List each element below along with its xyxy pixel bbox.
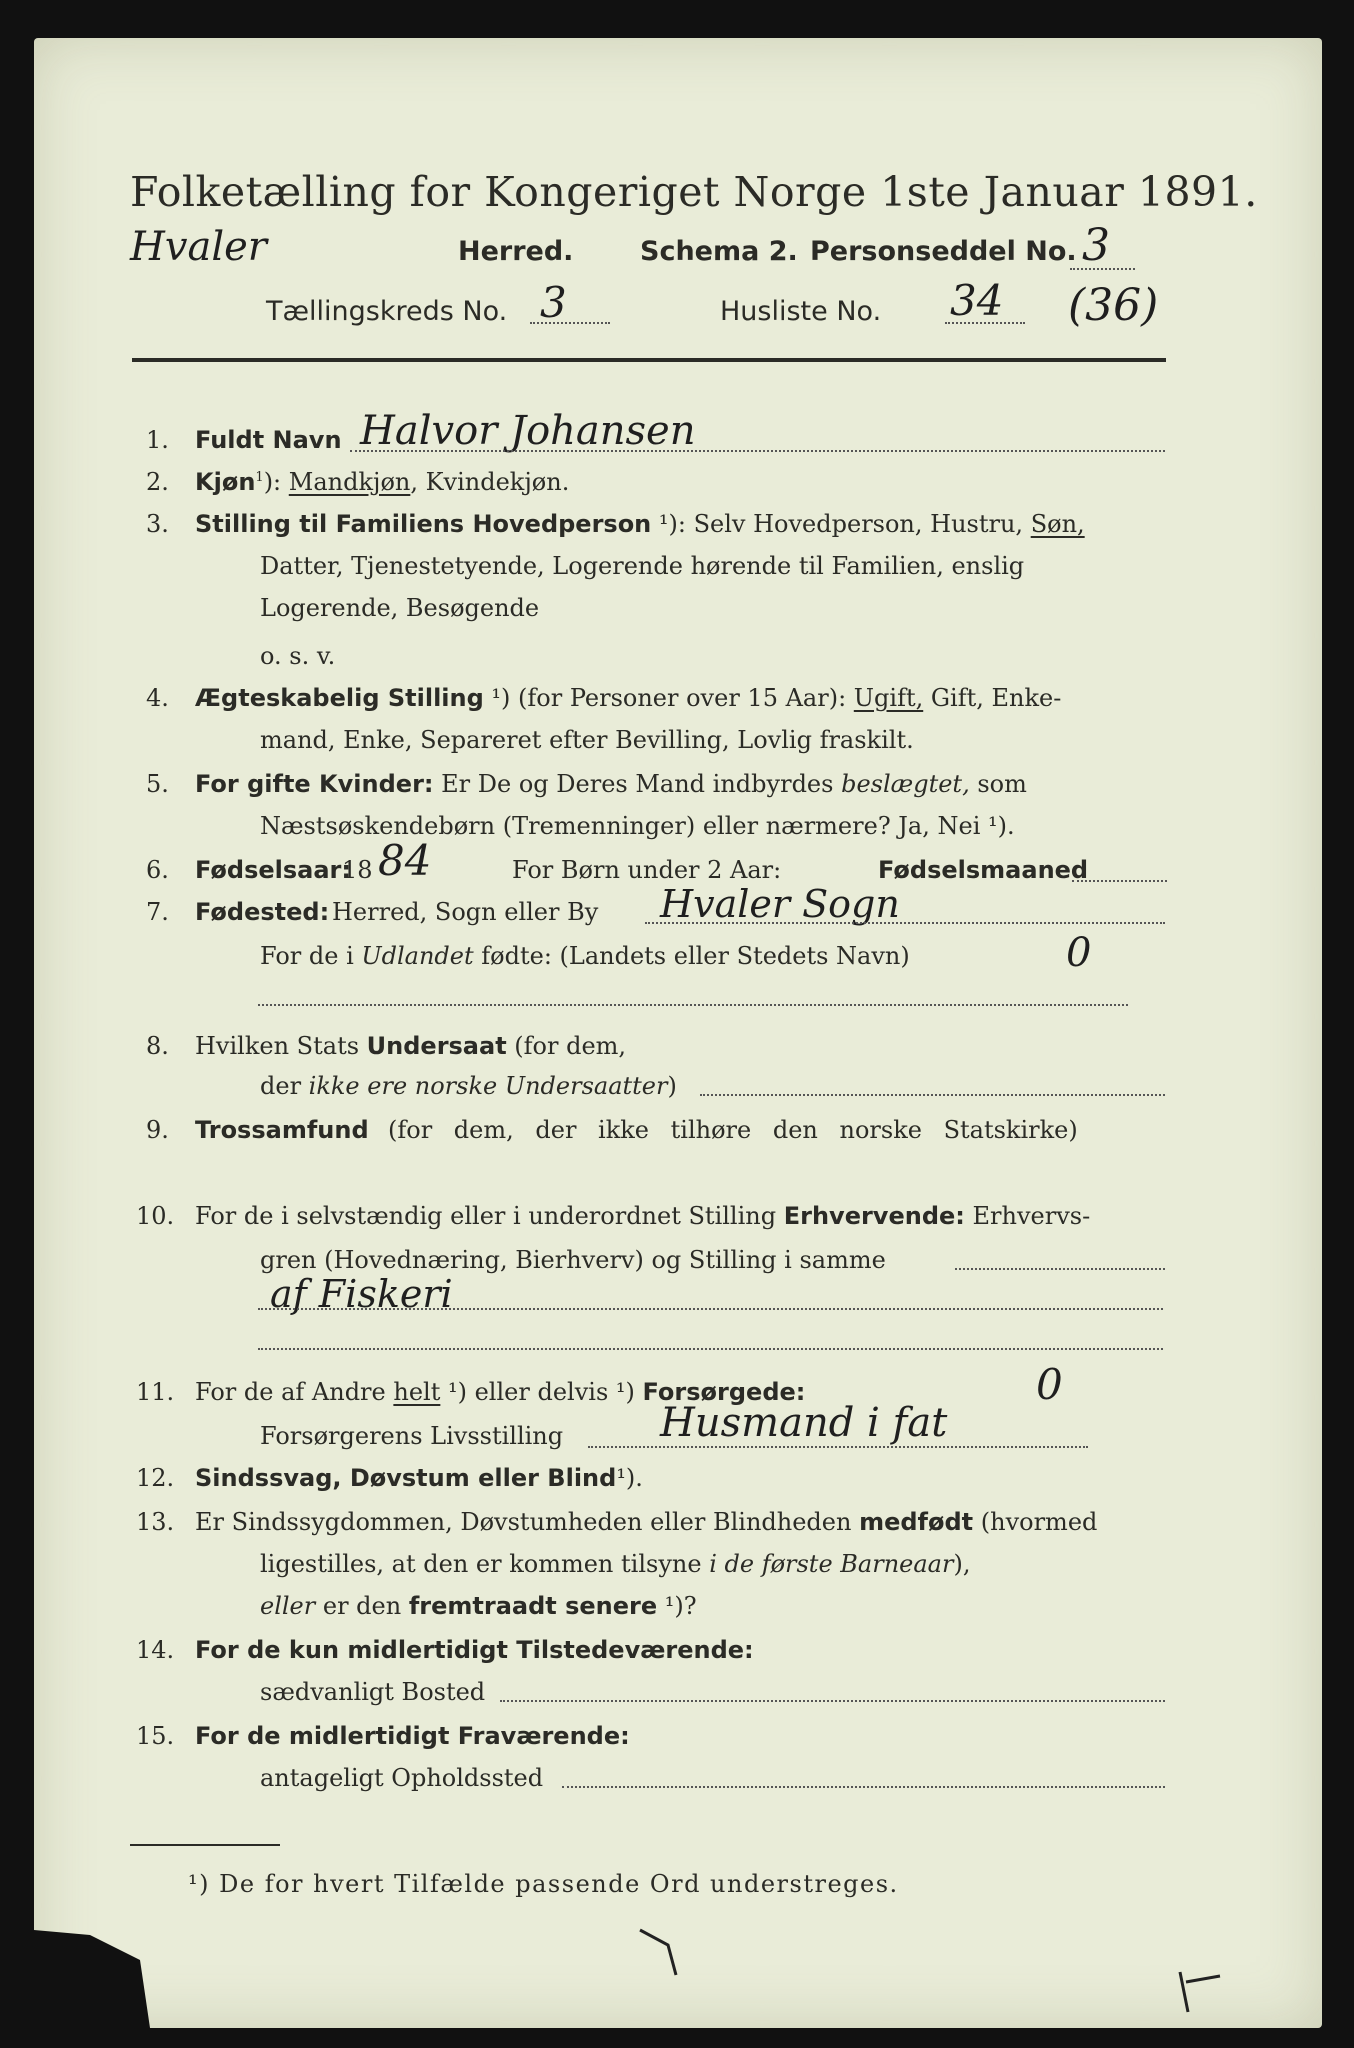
item-6-number: 6. <box>146 856 169 884</box>
item-13-rest1: Er Sindssygdommen, Døvstumheden eller Blindheden <box>195 1508 860 1536</box>
item-4-rest2: Gift, Enke- <box>930 684 1062 712</box>
item-9-rest: (for dem, der ikke tilhøre den norske Statskirke) <box>388 1116 1078 1144</box>
item-3-line3: Logerende, Besøgende <box>260 594 540 622</box>
item-13-fremtraadt: fremtraadt senere <box>408 1592 658 1620</box>
item-6-year: 84 <box>378 836 432 885</box>
item-10-line2: gren (Hovednæring, Bierhverv) og Stilling i samme <box>260 1246 886 1274</box>
item-14-number: 14. <box>136 1636 175 1664</box>
item-8-rest2: (for dem, <box>506 1032 627 1060</box>
item-11-rest2: ¹) eller delvis ¹) <box>440 1378 643 1406</box>
item-8-line2-a: der <box>260 1072 309 1100</box>
schema-label: Schema 2. <box>640 236 798 267</box>
item-7-number: 7. <box>146 898 169 926</box>
item-3-line1: Stilling til Familiens Hovedperson ¹): Selv Hovedperson, Hustru, Søn, <box>195 510 1085 538</box>
item-3-number: 3. <box>146 510 169 538</box>
item-4-number: 4. <box>146 684 169 712</box>
item-11-number: 11. <box>136 1378 175 1406</box>
item-13-label: medfødt <box>859 1508 974 1536</box>
item-9-label: Trossamfund <box>195 1116 369 1144</box>
item-5-rest2: som <box>977 770 1027 798</box>
item-6-prefix: 18 <box>342 856 373 884</box>
item-6-label2: Fødselsmaaned <box>878 856 1089 884</box>
item-12-label: Sindssvag, Døvstum eller Blind <box>195 1464 617 1492</box>
item-2-mandkjon-selected: Mandkjøn <box>288 468 411 496</box>
personseddel-label: Personseddel No. <box>810 236 1077 267</box>
item-10-answer: af Fiskeri <box>270 1272 453 1316</box>
item-11-label: Forsørgede: <box>642 1378 806 1406</box>
item-3-line4: o. s. v. <box>260 642 336 670</box>
item-12-rest: ¹). <box>616 1464 643 1492</box>
item-4-line1: Ægteskabelig Stilling ¹) (for Personer over 15 Aar): Ugift, Gift, Enke- <box>195 684 1062 712</box>
item-1-answer: Halvor Johansen <box>360 408 696 454</box>
item-10-number: 10. <box>136 1202 175 1230</box>
item-8-rest1: Hvilken Stats <box>195 1032 367 1060</box>
item-2-kvindekjon: , Kvindekjøn. <box>410 468 570 496</box>
item-11-rest1: For de af Andre <box>195 1378 394 1406</box>
item-12-number: 12. <box>136 1464 175 1492</box>
item-10-rest1: For de i selvstændig eller i underordnet Stilling <box>195 1202 784 1230</box>
herred-handwritten: Hvaler <box>130 224 267 270</box>
item-14-line2: sædvanligt Bosted <box>260 1678 486 1706</box>
item-13-number: 13. <box>136 1508 175 1536</box>
item-7-label: Fødested: <box>195 898 330 926</box>
item-5-italic: beslægtet, <box>841 770 970 798</box>
kreds-number: 3 <box>540 278 567 327</box>
item-3-son-selected: Søn, <box>1030 510 1085 538</box>
item-11-answer1: 0 <box>1036 1360 1063 1409</box>
husliste-number: 34 <box>950 276 1004 325</box>
item-2-rest: ): <box>263 468 289 496</box>
kreds-label: Tællingskreds No. <box>266 296 508 327</box>
husliste-label: Husliste No. <box>720 296 882 327</box>
item-2-sup: 1 <box>255 470 264 485</box>
item-3-label: Stilling til Familiens Hovedperson <box>195 510 652 538</box>
item-4-ugift-selected: Ugift, <box>853 684 924 712</box>
item-3-line2: Datter, Tjenestetyende, Logerende hørende til Familien, enslig <box>260 552 1025 580</box>
item-13-line3-a: er den <box>315 1592 409 1620</box>
item-6-rest: For Børn under 2 Aar: <box>512 856 782 884</box>
item-4-label: Ægteskabelig Stilling <box>195 684 484 712</box>
item-8-line2-b: ) <box>667 1072 677 1100</box>
husliste-extra: (36) <box>1068 280 1159 331</box>
item-15-number: 15. <box>136 1722 175 1750</box>
pen-mark-right <box>1180 1972 1220 2012</box>
item-15-line2: antageligt Opholdssted <box>260 1764 544 1792</box>
item-15-label: For de midlertidigt Fraværende: <box>195 1722 630 1750</box>
item-13-rest2: (hvormed <box>973 1508 1098 1536</box>
item-3-rest: ): Selv Hovedperson, Hustru, <box>668 510 1024 538</box>
herred-label: Herred. <box>458 236 574 267</box>
item-9-number: 9. <box>146 1116 169 1144</box>
personseddel-number: 3 <box>1082 220 1110 271</box>
item-14-label: For de kun midlertidigt Tilstedeværende: <box>195 1636 754 1664</box>
item-8-label: Undersaat <box>366 1032 507 1060</box>
item-1-label: Fuldt Navn <box>195 426 342 454</box>
item-5-number: 5. <box>146 770 169 798</box>
torn-corner <box>34 1930 150 2028</box>
item-13-italic: i de første Barneaar <box>709 1550 954 1578</box>
item-5-label: For gifte Kvinder: <box>195 770 434 798</box>
item-11-line2: Forsørgerens Livsstilling <box>260 1422 564 1450</box>
item-2-label: Kjøn <box>195 468 256 496</box>
footnote: ¹) De for hvert Tilfælde passende Ord understreges. <box>188 1870 899 1898</box>
item-4-rest1: ) (for Personer over 15 Aar): <box>501 684 847 712</box>
form-title: Folketælling for Kongeriget Norge 1ste Januar 1891. <box>130 168 1258 216</box>
item-13-line2-a: ligestilles, at den er kommen tilsyne <box>260 1550 710 1578</box>
item-7-line2-b: fødte: (Landets eller Stedets Navn) <box>473 942 910 970</box>
item-7-udlandet: Udlandet <box>361 942 474 970</box>
item-7-answer: Hvaler Sogn <box>660 882 900 926</box>
item-10-label: Erhvervende: <box>783 1202 965 1230</box>
item-5-line2: Næstsøskendebørn (Tremenninger) eller nærmere? Ja, Nei ¹). <box>260 812 1015 840</box>
item-4-line2: mand, Enke, Separeret efter Bevilling, Lovlig fraskilt. <box>260 726 914 754</box>
item-13-line3-c: ¹)? <box>657 1592 697 1620</box>
item-13-eller: eller <box>260 1592 316 1620</box>
item-13-line2-b: ), <box>953 1550 971 1578</box>
item-10-rest2: Erhvervs- <box>964 1202 1091 1230</box>
item-8-number: 8. <box>146 1032 169 1060</box>
item-6-label: Fødselsaar: <box>195 856 351 884</box>
pen-mark-center <box>640 1930 676 1975</box>
item-11-answer2: Husmand i fat <box>660 1400 948 1446</box>
item-5-rest1: Er De og Deres Mand indbyrdes <box>441 770 834 798</box>
item-7-answer2: 0 <box>1066 930 1092 976</box>
item-8-italic: ikke ere norske Undersaatter <box>308 1072 668 1100</box>
item-1-number: 1. <box>146 426 169 454</box>
item-11-helt-selected: helt <box>393 1378 441 1406</box>
item-2-number: 2. <box>146 468 169 496</box>
item-7-rest: Herred, Sogn eller By <box>332 898 599 926</box>
item-7-line2-a: For de i <box>260 942 362 970</box>
